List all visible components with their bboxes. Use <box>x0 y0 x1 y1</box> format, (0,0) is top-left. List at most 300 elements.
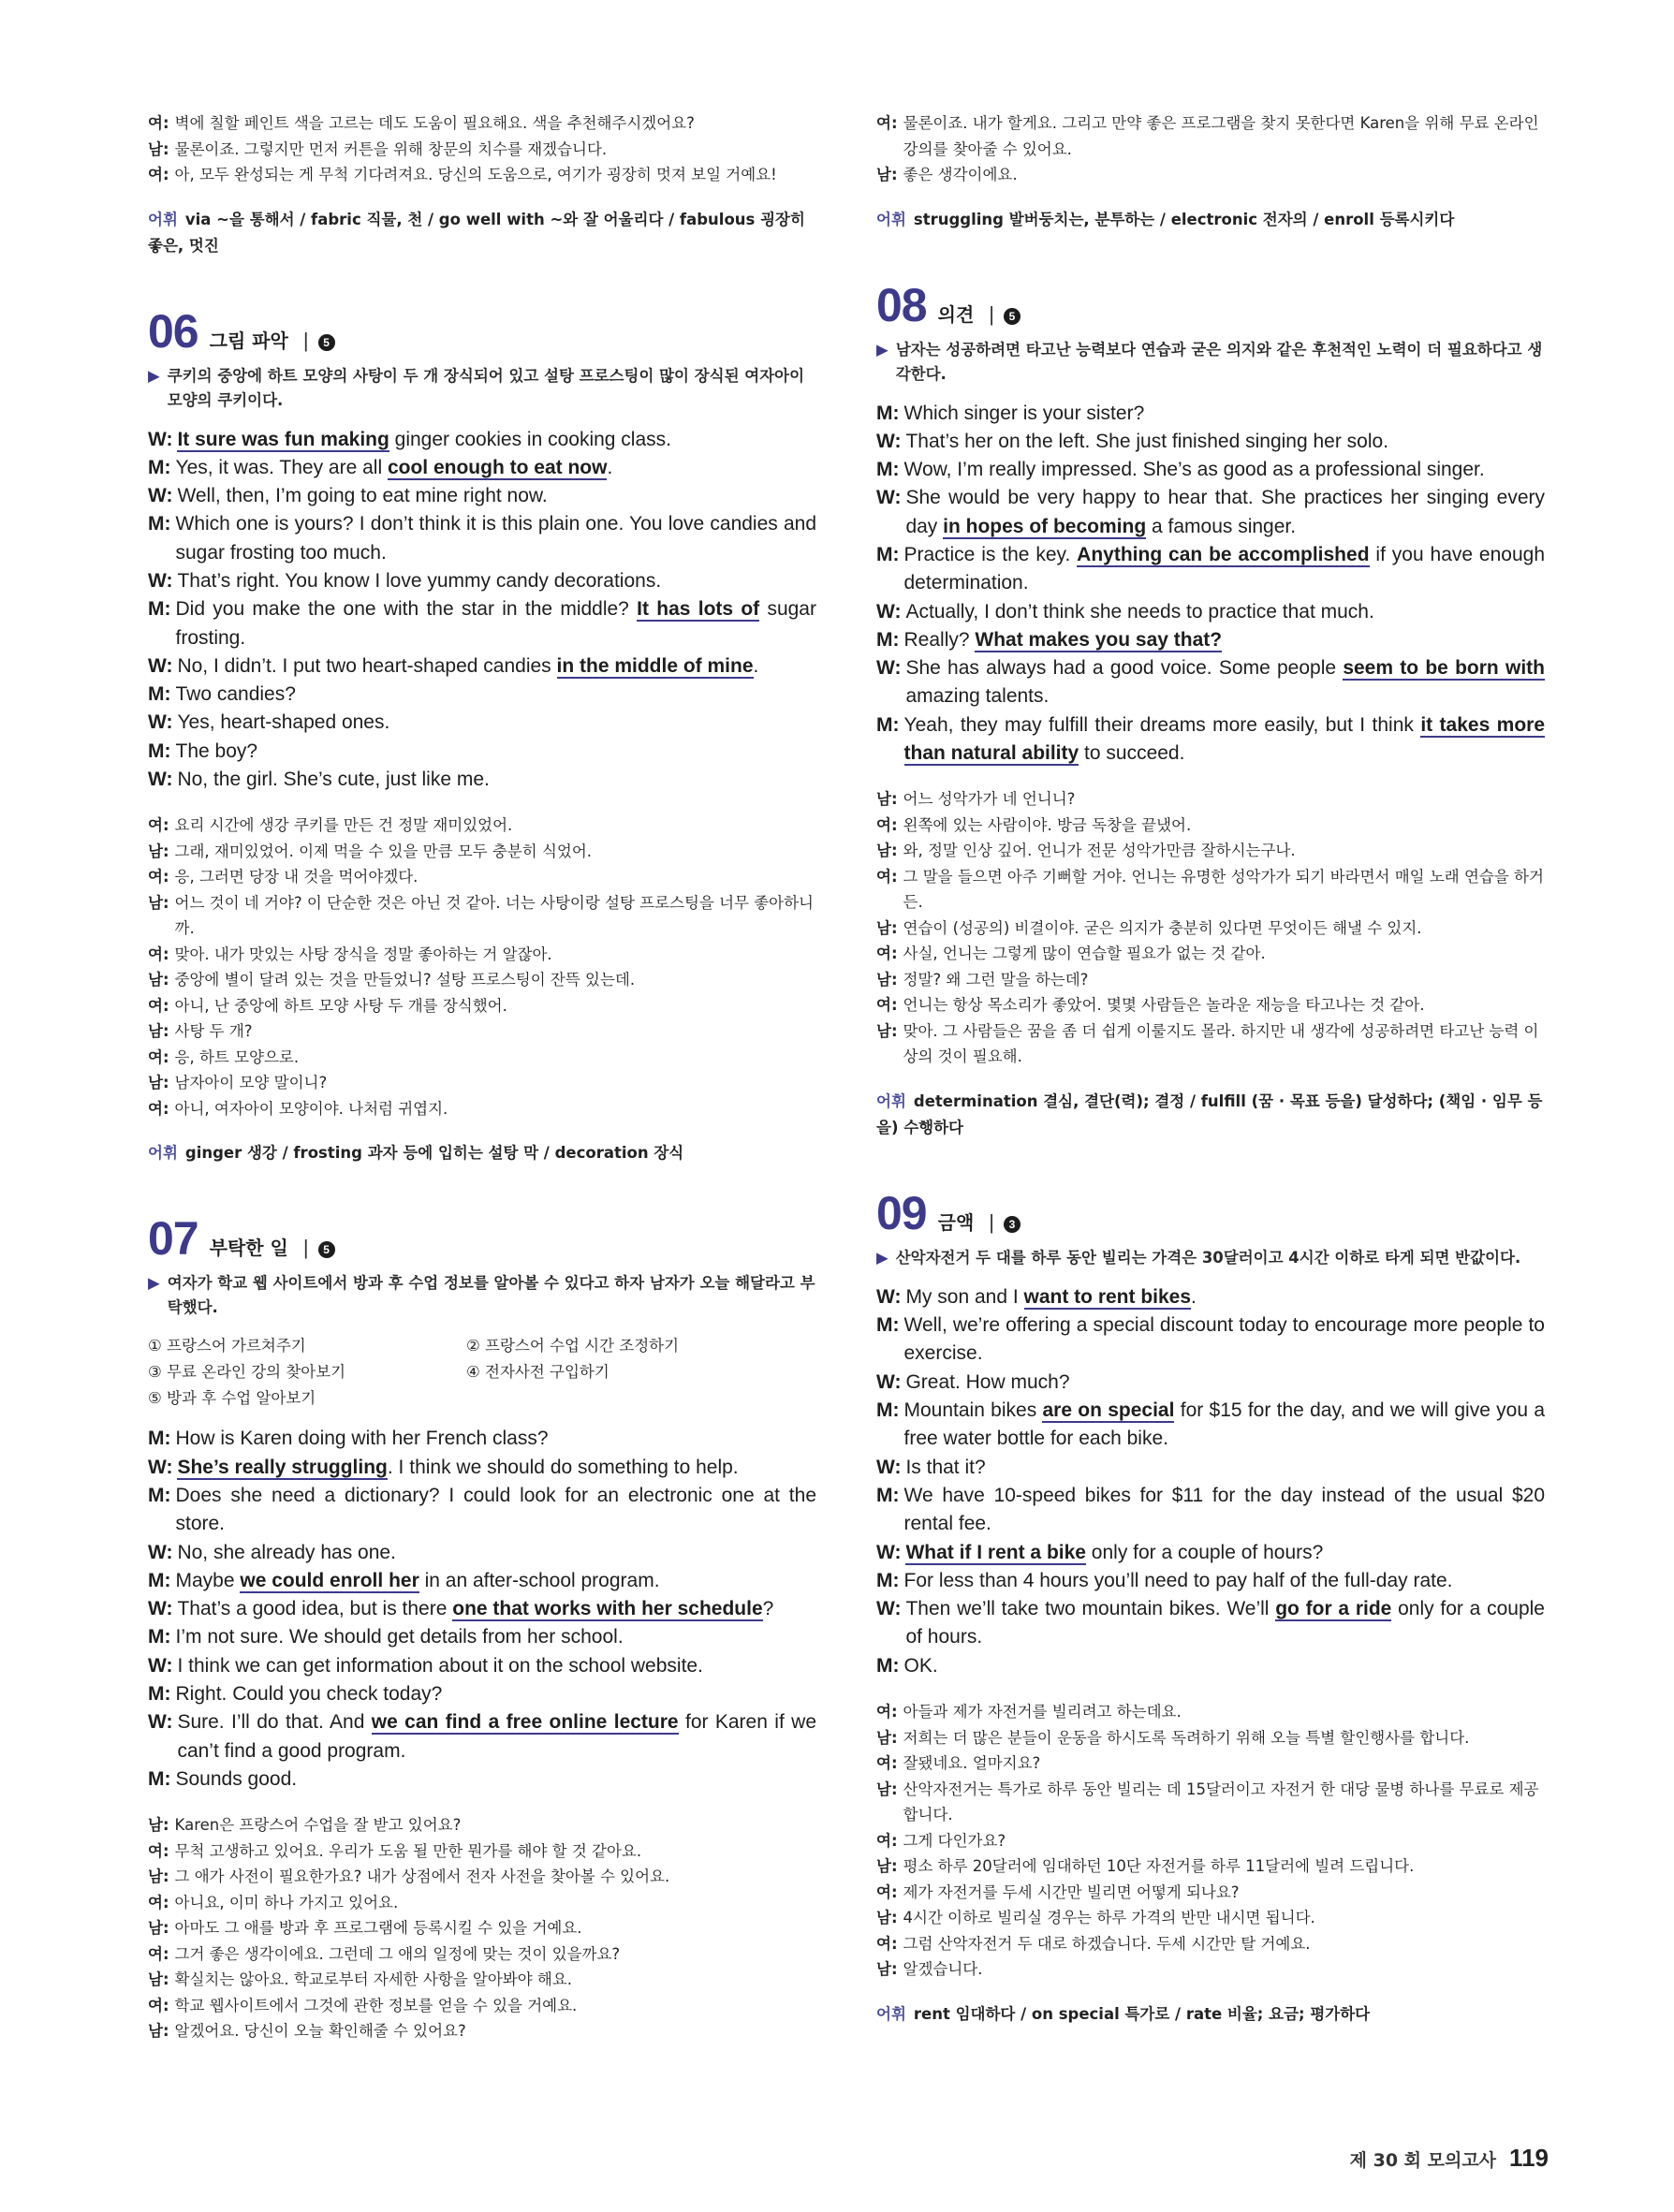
dialog-line <box>876 1397 1545 1454</box>
korean-translation <box>876 110 1545 188</box>
dialog-text: I think we can get information about it on the school website. <box>177 1654 703 1677</box>
dialog-line <box>148 1595 816 1623</box>
summary-text: 쿠키의 중앙에 하트 모양의 사탕이 두 개 장식되어 있고 설탕 프로스팅이 많이 장식된 여자아이 모양의 쿠키이다. <box>167 366 805 409</box>
dialog-text: How is Karen doing with her French class? <box>175 1428 549 1450</box>
translation-line <box>148 813 816 839</box>
answer-badge: 5 <box>318 334 335 351</box>
translation-text: 요리 시간에 생강 쿠키를 만든 건 정말 재미있었어. <box>174 816 513 835</box>
translation-text: 4시간 이하로 빌리실 경우는 하루 가격의 반만 내시면 됩니다. <box>903 1909 1315 1927</box>
translation-line <box>876 864 1545 916</box>
speaker-label: M: <box>876 402 900 424</box>
speaker-label: W: <box>148 1711 173 1734</box>
speaker-label: 남: <box>148 1868 169 1886</box>
translation-line <box>876 1880 1545 1906</box>
dialog-line <box>876 1567 1545 1595</box>
translation-text: 아마도 그 애를 방과 후 프로그램에 등록시킬 수 있을 거예요. <box>174 1919 582 1938</box>
speaker-label: M: <box>148 456 171 478</box>
korean-translation <box>148 110 816 188</box>
speaker-label: 남: <box>148 1919 169 1938</box>
speaker-label: M: <box>876 1654 900 1677</box>
dialog-line <box>876 541 1545 598</box>
speaker-label: 남: <box>148 1074 169 1092</box>
translation-text: 어느 성악가가 네 언니니? <box>903 790 1076 809</box>
translation-text: 어느 것이 네 거야? 이 단순한 것은 아닌 것 같아. 너는 사탕이랑 설탕 프로스팅을 너무 좋아하니까. <box>174 893 814 938</box>
dialog-line <box>148 1680 816 1708</box>
page-footer <box>1350 2144 1549 2173</box>
speaker-label: 여: <box>148 816 169 835</box>
dialog-text: I’m not sure. We should get details from her school. <box>175 1626 624 1648</box>
speaker-label: 여: <box>876 114 898 132</box>
dialog-line <box>148 1765 816 1794</box>
speaker-label: M: <box>148 740 171 762</box>
dialog-line <box>148 709 816 737</box>
translation-text: 응, 하트 모양으로. <box>174 1047 300 1066</box>
translation-line <box>148 1045 816 1071</box>
speaker-label: 남: <box>148 971 169 989</box>
translation-line <box>876 941 1545 967</box>
speaker-label: 남: <box>876 166 898 183</box>
speaker-label: 여: <box>876 945 898 963</box>
dialog-text: What if I rent a bike only for a couple of hours? <box>905 1541 1324 1563</box>
section-separator: | <box>989 1209 994 1234</box>
translation-line <box>876 992 1545 1018</box>
translation-text: 언니는 항상 목소리가 좋았어. 몇몇 사람들은 놀라운 재능을 타고나는 것 같아. <box>903 996 1425 1015</box>
korean-translation <box>876 786 1545 1070</box>
dialog-line <box>876 626 1545 654</box>
dialog-line <box>876 1539 1545 1567</box>
speaker-label: M: <box>876 1314 900 1337</box>
speaker-label: M: <box>876 1399 900 1422</box>
speaker-label: 여: <box>876 1934 898 1953</box>
speaker-label: 남: <box>148 842 169 860</box>
answer-options <box>148 1333 816 1412</box>
dialog-text: Right. Could you check today? <box>175 1683 443 1706</box>
translation-text: 제가 자전거를 두세 시간만 빌리면 어떻게 되나요? <box>903 1882 1240 1901</box>
translation-line <box>148 110 816 137</box>
dialog-text: That’s a good idea, but is there one that works with her schedule? <box>177 1598 774 1620</box>
vocab-label: 어휘 <box>148 1144 178 1163</box>
option-1: ① 프랑스어 가르쳐주기 <box>148 1337 306 1355</box>
dialog-line <box>876 484 1545 541</box>
dialog-text: My son and I want to rent bikes. <box>905 1285 1197 1308</box>
section-title: 의견 <box>937 302 975 326</box>
translation-line <box>876 1853 1545 1880</box>
speaker-label: 여: <box>876 1703 898 1721</box>
section-header <box>148 304 816 360</box>
translation-text: 학교 웹사이트에서 그것에 관한 정보를 얻을 수 있을 거예요. <box>174 1996 578 2014</box>
dialog-line <box>148 454 816 482</box>
dialog-text: She has always had a good voice. Some people seem to be born with amazing talents. <box>905 657 1545 708</box>
translation-text: 왼쪽에 있는 사람이야. 방금 독창을 끝냈어. <box>903 815 1192 834</box>
section-06 <box>148 304 816 1167</box>
vocab-text: struggling 발버둥치는, 분투하는 / electronic 전자의 / enroll 등록시키다 <box>913 210 1455 228</box>
translation-text: 응, 그러면 당장 내 것을 먹어야겠다. <box>174 868 418 886</box>
exam-title: 제 30 회 모의고사 <box>1349 2150 1497 2171</box>
translation-text: 아들과 제가 자전거를 빌리려고 하는데요. <box>903 1703 1182 1721</box>
speaker-label: W: <box>876 1598 902 1620</box>
speaker-label: M: <box>148 1626 171 1648</box>
dialog-text: Well, then, I’m going to eat mine right now. <box>177 485 548 507</box>
dialog-text: Mountain bikes are on special for $15 for the day, and we will give you a free water bottle for each bike. <box>903 1399 1545 1450</box>
vocab-label: 어휘 <box>876 210 906 228</box>
speaker-label: W: <box>148 485 173 507</box>
translation-text: 와, 정말 인상 깊어. 언니가 전문 성악가만큼 잘하시는구나. <box>903 842 1296 860</box>
translation-text: 그 애가 사전이 필요한가요? 내가 상점에서 전자 사전을 찾아볼 수 있어요. <box>174 1868 670 1886</box>
korean-translation <box>148 813 816 1121</box>
speaker-label: W: <box>148 569 173 592</box>
speaker-label: M: <box>876 628 900 651</box>
vocab-label: 어휘 <box>148 210 178 228</box>
translation-line <box>148 1967 816 1993</box>
dialog-text: Which one is yours? I don’t think it is this plain one. You love candies and sugar frosting too much. <box>175 513 816 564</box>
speaker-label: 남: <box>148 1022 169 1041</box>
translation-line <box>148 839 816 865</box>
answer-badge: 5 <box>318 1241 335 1258</box>
translation-line <box>876 838 1545 864</box>
summary-text: 여자가 학교 웹 사이트에서 방과 후 수업 정보를 알아볼 수 있다고 하자 남자가 오늘 해달라고 부탁했다. <box>167 1274 815 1317</box>
translation-text: 저희는 더 많은 분들이 운동을 하시도록 독려하기 위해 오늘 특별 할인행사를 합니다. <box>903 1728 1470 1747</box>
translation-text: 맞아. 내가 맛있는 사탕 장식을 정말 좋아하는 거 알잖아. <box>174 945 552 963</box>
dialog-text: For less than 4 hours you’ll need to pay half of the full-day rate. <box>903 1569 1453 1591</box>
dialog-text: Does she need a dictionary? I could look for an electronic one at the store. <box>175 1484 816 1535</box>
section-number: 07 <box>148 1212 198 1266</box>
dialog-text: No, she already has one. <box>177 1541 396 1563</box>
section-title: 금액 <box>937 1210 975 1234</box>
translation-text: 알겠어요. 당신이 오늘 확인해줄 수 있어요? <box>174 2022 466 2041</box>
speaker-label: 남: <box>876 1780 898 1798</box>
vocab-text: rent 임대하다 / on special 특가로 / rate 비율; 요금; 평가하다 <box>913 2004 1371 2023</box>
translation-text: 물론이죠. 내가 할게요. 그리고 만약 좋은 프로그램을 찾지 못한다면 Karen을 위해 무료 온라인 강의를 찾아줄 수 있어요. <box>903 114 1539 158</box>
korean-translation <box>876 1699 1545 1983</box>
translation-line <box>876 1828 1545 1854</box>
dialog-line <box>876 428 1545 456</box>
dialog-line <box>148 1652 816 1680</box>
dialog-text: Practice is the key. Anything can be accomplished if you have enough determination. <box>903 543 1545 594</box>
vocab-text: determination 결심, 결단(력); 결정 / fulfill (꿈 · 목표 등을) 달성하다; (책임 · 임무 등을) 수행하다 <box>876 1091 1543 1136</box>
section-separator: | <box>302 1236 309 1260</box>
speaker-label: 남: <box>148 1816 169 1835</box>
speaker-label: W: <box>876 600 902 623</box>
translation-line <box>876 1751 1545 1777</box>
dialog-text: Did you make the one with the star in the middle? It has lots of sugar frosting. <box>175 598 816 649</box>
translation-text: 아, 모두 완성되는 게 무척 기다려져요. 당신의 도움으로, 여기가 굉장히 멋져 보일 거예요! <box>174 166 777 183</box>
triangle-arrow-icon: ▶ <box>148 1274 160 1293</box>
translation-text: 그럼 산악자전거 두 대로 하겠습니다. 두세 시간만 탈 거예요. <box>903 1934 1311 1953</box>
dialog-text: Sure. I’ll do that. And we can find a free online lecture for Karen if we can’t find a good program. <box>177 1711 816 1762</box>
translation-line <box>876 1956 1545 1983</box>
section-title: 그림 파악 <box>209 329 288 352</box>
speaker-label: W: <box>876 1370 902 1393</box>
speaker-label: 남: <box>876 790 898 809</box>
translation-text: 아니, 여자아이 모양이야. 나처럼 귀엽지. <box>174 1099 448 1118</box>
translation-line <box>876 786 1545 813</box>
translation-line <box>876 916 1545 942</box>
dialog-line <box>148 482 816 510</box>
dialog-text: It sure was fun making ginger cookies in cooking class. <box>177 428 671 450</box>
speaker-label: M: <box>148 1428 171 1450</box>
translation-text: 중앙에 별이 달려 있는 것을 만들었니? 설탕 프로스팅이 잔뜩 있는데. <box>174 971 636 989</box>
dialog-line <box>148 595 816 652</box>
speaker-label: 남: <box>148 2022 169 2041</box>
translation-text: 사실, 언니는 그렇게 많이 연습할 필요가 없는 것 같아. <box>903 945 1266 963</box>
translation-text: 맞아. 그 사람들은 꿈을 좀 더 쉽게 이룰지도 몰라. 하지만 내 생각에 성공하려면 타고난 능력 이상의 것이 필요해. <box>903 1021 1539 1066</box>
translation-line <box>148 162 816 188</box>
dialog-line <box>876 1283 1545 1311</box>
vocab-text: ginger 생강 / frosting 과자 등에 입히는 설탕 막 / decoration 장식 <box>184 1144 684 1163</box>
speaker-label: 남: <box>876 1021 898 1040</box>
speaker-label: M: <box>148 513 171 535</box>
dialog-line <box>148 1708 816 1765</box>
translation-line <box>148 1018 816 1045</box>
translation-line <box>148 1096 816 1122</box>
dialog-line <box>148 1482 816 1539</box>
vocab-line <box>876 2001 1545 2028</box>
speaker-label: 여: <box>876 1754 898 1773</box>
speaker-label: W: <box>148 428 173 450</box>
section-header <box>876 1186 1545 1242</box>
dialog-line <box>876 654 1545 711</box>
dialog-text: Which singer is your sister? <box>903 402 1145 424</box>
speaker-label: 남: <box>876 1857 898 1876</box>
translation-line <box>148 942 816 968</box>
translation-text: 그게 다인가요? <box>903 1831 1006 1850</box>
translation-line <box>148 137 816 163</box>
dialog-line <box>148 567 816 595</box>
dialog-text: Yeah, they may fulfill their dreams more easily, but I think it takes more than natural ability to succeed. <box>903 713 1546 765</box>
translation-text: 좋은 생각이에요. <box>903 166 1018 183</box>
dialog-line <box>876 1311 1545 1369</box>
english-dialog <box>876 1283 1545 1680</box>
dialog-line <box>148 1539 816 1567</box>
dialog-text: Sounds good. <box>175 1767 298 1790</box>
english-dialog <box>148 1425 816 1794</box>
translation-text: Karen은 프랑스어 수업을 잘 받고 있어요? <box>174 1816 462 1835</box>
speaker-label: W: <box>876 430 902 452</box>
speaker-label: 남: <box>876 1728 898 1747</box>
speaker-label: 남: <box>148 893 169 912</box>
dialog-text: That’s her on the left. She just finished singing her solo. <box>905 430 1389 452</box>
translation-line <box>876 1018 1545 1070</box>
translation-line <box>148 864 816 890</box>
option-4: ④ 전자사전 구입하기 <box>466 1363 609 1382</box>
speaker-label: M: <box>148 1683 171 1706</box>
translation-line <box>148 1993 816 2019</box>
triangle-arrow-icon: ▶ <box>148 366 160 385</box>
translation-line <box>876 967 1545 993</box>
translation-text: 그래, 재미있었어. 이제 먹을 수 있을 만큼 모두 충분히 식었어. <box>174 842 593 860</box>
translation-text: 산악자전거는 특가로 하루 동안 빌리는 데 15달러이고 자전거 한 대당 물병 하나를 무료로 제공합니다. <box>903 1780 1539 1824</box>
english-dialog <box>148 426 816 795</box>
dialog-line <box>876 598 1545 626</box>
speaker-label: 여: <box>148 1841 169 1860</box>
dialog-line <box>876 1595 1545 1652</box>
section-title: 부탁한 일 <box>209 1237 288 1260</box>
section-09 <box>876 1186 1545 2028</box>
translation-line <box>148 967 816 993</box>
vocab-label: 어휘 <box>876 2004 906 2023</box>
speaker-label: W: <box>876 657 902 680</box>
speaker-label: W: <box>148 769 173 791</box>
section-number: 09 <box>876 1186 927 1239</box>
speaker-label: W: <box>148 1654 173 1677</box>
option-5: ⑤ 방과 후 수업 알아보기 <box>148 1389 316 1408</box>
translation-text: 정말? 왜 그런 말을 하는데? <box>903 970 1089 989</box>
dialog-text: Well, we’re offering a special discount today to encourage more people to exercise. <box>903 1314 1545 1365</box>
speaker-label: 여: <box>876 867 898 886</box>
translation-line <box>148 1838 816 1865</box>
translation-line <box>148 1890 816 1916</box>
translation-text: 무척 고생하고 있어요. 우리가 도움 될 만한 뭔가를 해야 할 것 같아요. <box>174 1841 642 1860</box>
speaker-label: 남: <box>876 918 898 937</box>
dialog-text: No, I didn’t. I put two heart-shaped candies in the middle of mine. <box>177 654 759 677</box>
summary-text: 남자는 성공하려면 타고난 능력보다 연습과 굳은 의지와 같은 후천적인 노력이 더 필요하다고 생각한다. <box>895 340 1543 383</box>
speaker-label: 여: <box>148 166 169 183</box>
speaker-label: 남: <box>148 139 169 158</box>
speaker-label: W: <box>876 1541 902 1563</box>
speaker-label: M: <box>148 1767 171 1790</box>
translation-text: 남자아이 모양 말이니? <box>174 1074 328 1092</box>
speaker-label: 여: <box>148 1047 169 1066</box>
dialog-line <box>148 738 816 766</box>
translation-text: 벽에 칠할 페인트 색을 고르는 데도 도움이 필요해요. 색을 추천해주시겠어요? <box>174 114 695 132</box>
section-separator: | <box>989 301 994 326</box>
dialog-text: The boy? <box>175 740 258 762</box>
translation-line <box>148 1915 816 1941</box>
answer-badge: 5 <box>1004 308 1021 325</box>
dialog-line <box>876 1482 1545 1539</box>
translation-text: 알겠습니다. <box>903 1960 983 1979</box>
translation-text: 아니, 난 중앙에 하트 모양 사탕 두 개를 장식했어. <box>174 996 507 1015</box>
dialog-text: We have 10-speed bikes for $11 for the day instead of the usual $20 rental fee. <box>903 1484 1545 1535</box>
section-08 <box>876 278 1545 1141</box>
dialog-text: Two candies? <box>175 683 296 706</box>
speaker-label: M: <box>148 598 171 621</box>
translation-line <box>876 1725 1545 1751</box>
section-number: 06 <box>148 304 198 358</box>
dialog-line <box>148 1623 816 1651</box>
speaker-label: 여: <box>148 1099 169 1118</box>
answer-summary <box>148 1271 816 1320</box>
translation-line <box>876 1699 1545 1725</box>
dialog-text: No, the girl. She’s cute, just like me. <box>177 769 490 791</box>
translation-text: 아니요, 이미 하나 가지고 있어요. <box>174 1893 399 1912</box>
translation-line <box>148 1864 816 1890</box>
speaker-label: M: <box>876 713 900 736</box>
translation-text: 그 말을 들으면 아주 기뻐할 거야. 언니는 유명한 성악가가 되기 바라면서 매일 노래 연습을 하거든. <box>903 867 1544 912</box>
vocab-line <box>876 1089 1545 1141</box>
dialog-text: Really? What makes you say that? <box>903 628 1223 651</box>
speaker-label: W: <box>148 1541 173 1563</box>
section-separator: | <box>302 328 309 352</box>
english-dialog <box>876 400 1545 769</box>
speaker-label: M: <box>876 459 900 481</box>
speaker-label: 여: <box>148 1944 169 1963</box>
speaker-label: 여: <box>876 1831 898 1850</box>
dialog-line <box>876 711 1545 769</box>
summary-text: 산악자전거 두 대를 하루 동안 빌리는 가격은 30달러이고 4시간 이하로 타게 되면 반값이다. <box>895 1248 1521 1267</box>
speaker-label: M: <box>876 543 900 565</box>
translation-text: 확실치는 않아요. 학교로부터 자세한 사항을 알아봐야 해요. <box>174 1970 573 1989</box>
dialog-text: Great. How much? <box>905 1370 1070 1393</box>
speaker-label: M: <box>148 1484 171 1506</box>
dialog-line <box>148 681 816 709</box>
speaker-label: 여: <box>876 815 898 834</box>
speaker-label: W: <box>148 711 173 734</box>
translation-line <box>148 2018 816 2044</box>
answer-badge: 3 <box>1004 1216 1021 1233</box>
section-number: 08 <box>876 278 927 331</box>
speaker-label: W: <box>148 1598 173 1620</box>
dialog-text: Wow, I’m really impressed. She’s as good as a professional singer. <box>903 459 1485 481</box>
speaker-label: 남: <box>876 1909 898 1927</box>
dialog-line <box>148 510 816 567</box>
section-07 <box>148 1211 816 2044</box>
translation-text: 물론이죠. 그렇지만 먼저 커튼을 위해 창문의 치수를 재겠습니다. <box>174 139 608 158</box>
dialog-line <box>148 766 816 794</box>
speaker-label: 남: <box>876 970 898 989</box>
translation-line <box>148 1812 816 1838</box>
speaker-label: 여: <box>148 996 169 1015</box>
speaker-label: 여: <box>876 996 898 1015</box>
translation-line <box>876 813 1545 839</box>
dialog-line <box>148 1454 816 1482</box>
speaker-label: 여: <box>876 1882 898 1901</box>
dialog-text: Maybe we could enroll her in an after-school program. <box>175 1569 660 1591</box>
triangle-arrow-icon: ▶ <box>876 1248 888 1267</box>
section-header <box>876 278 1545 334</box>
vocab-text: via ~을 통해서 / fabric 직물, 천 / go well with ~와 잘 어울리다 / fabulous 굉장히 좋은, 멋진 <box>148 210 805 255</box>
speaker-label: W: <box>876 487 902 509</box>
vocab-line <box>876 207 1545 233</box>
dialog-line <box>148 652 816 681</box>
translation-line <box>876 110 1545 162</box>
dialog-text: OK. <box>903 1654 938 1677</box>
answer-summary <box>148 364 816 413</box>
dialog-text: Is that it? <box>905 1456 986 1478</box>
translation-line <box>876 1905 1545 1931</box>
translation-text: 평소 하루 20달러에 임대하던 10단 자전거를 하루 11달러에 빌려 드립니다. <box>903 1857 1415 1876</box>
speaker-label: W: <box>876 1456 902 1478</box>
dialog-line <box>876 456 1545 484</box>
page-number: 119 <box>1509 2144 1549 2172</box>
dialog-text: Actually, I don’t think she needs to practice that much. <box>905 600 1374 623</box>
korean-translation <box>148 1812 816 2044</box>
right-column <box>876 110 1545 2028</box>
vocab-line <box>148 207 816 259</box>
speaker-label: 여: <box>148 868 169 886</box>
answer-summary <box>876 1246 1545 1270</box>
translation-text: 잘됐네요. 얼마지요? <box>903 1754 1041 1773</box>
speaker-label: 남: <box>876 1960 898 1979</box>
speaker-label: W: <box>876 1285 902 1308</box>
translation-line <box>876 1777 1545 1828</box>
speaker-label: W: <box>148 1456 173 1478</box>
vocab-label: 어휘 <box>876 1091 906 1110</box>
dialog-text: Yes, it was. They are all cool enough to eat now. <box>175 456 613 478</box>
speaker-label: 여: <box>148 1893 169 1912</box>
option-3: ③ 무료 온라인 강의 찾아보기 <box>148 1363 346 1382</box>
dialog-text: She’s really struggling. I think we should do something to help. <box>177 1456 739 1478</box>
speaker-label: M: <box>876 1484 900 1506</box>
speaker-label: 여: <box>148 114 169 132</box>
dialog-line <box>148 1567 816 1595</box>
section-header <box>148 1211 816 1267</box>
translation-text: 그거 좋은 생각이에요. 그런데 그 애의 일정에 맞는 것이 있을까요? <box>174 1944 621 1963</box>
dialog-text: Yes, heart-shaped ones. <box>177 711 390 734</box>
answer-summary <box>876 338 1545 387</box>
speaker-label: M: <box>876 1569 900 1591</box>
dialog-line <box>876 1369 1545 1397</box>
